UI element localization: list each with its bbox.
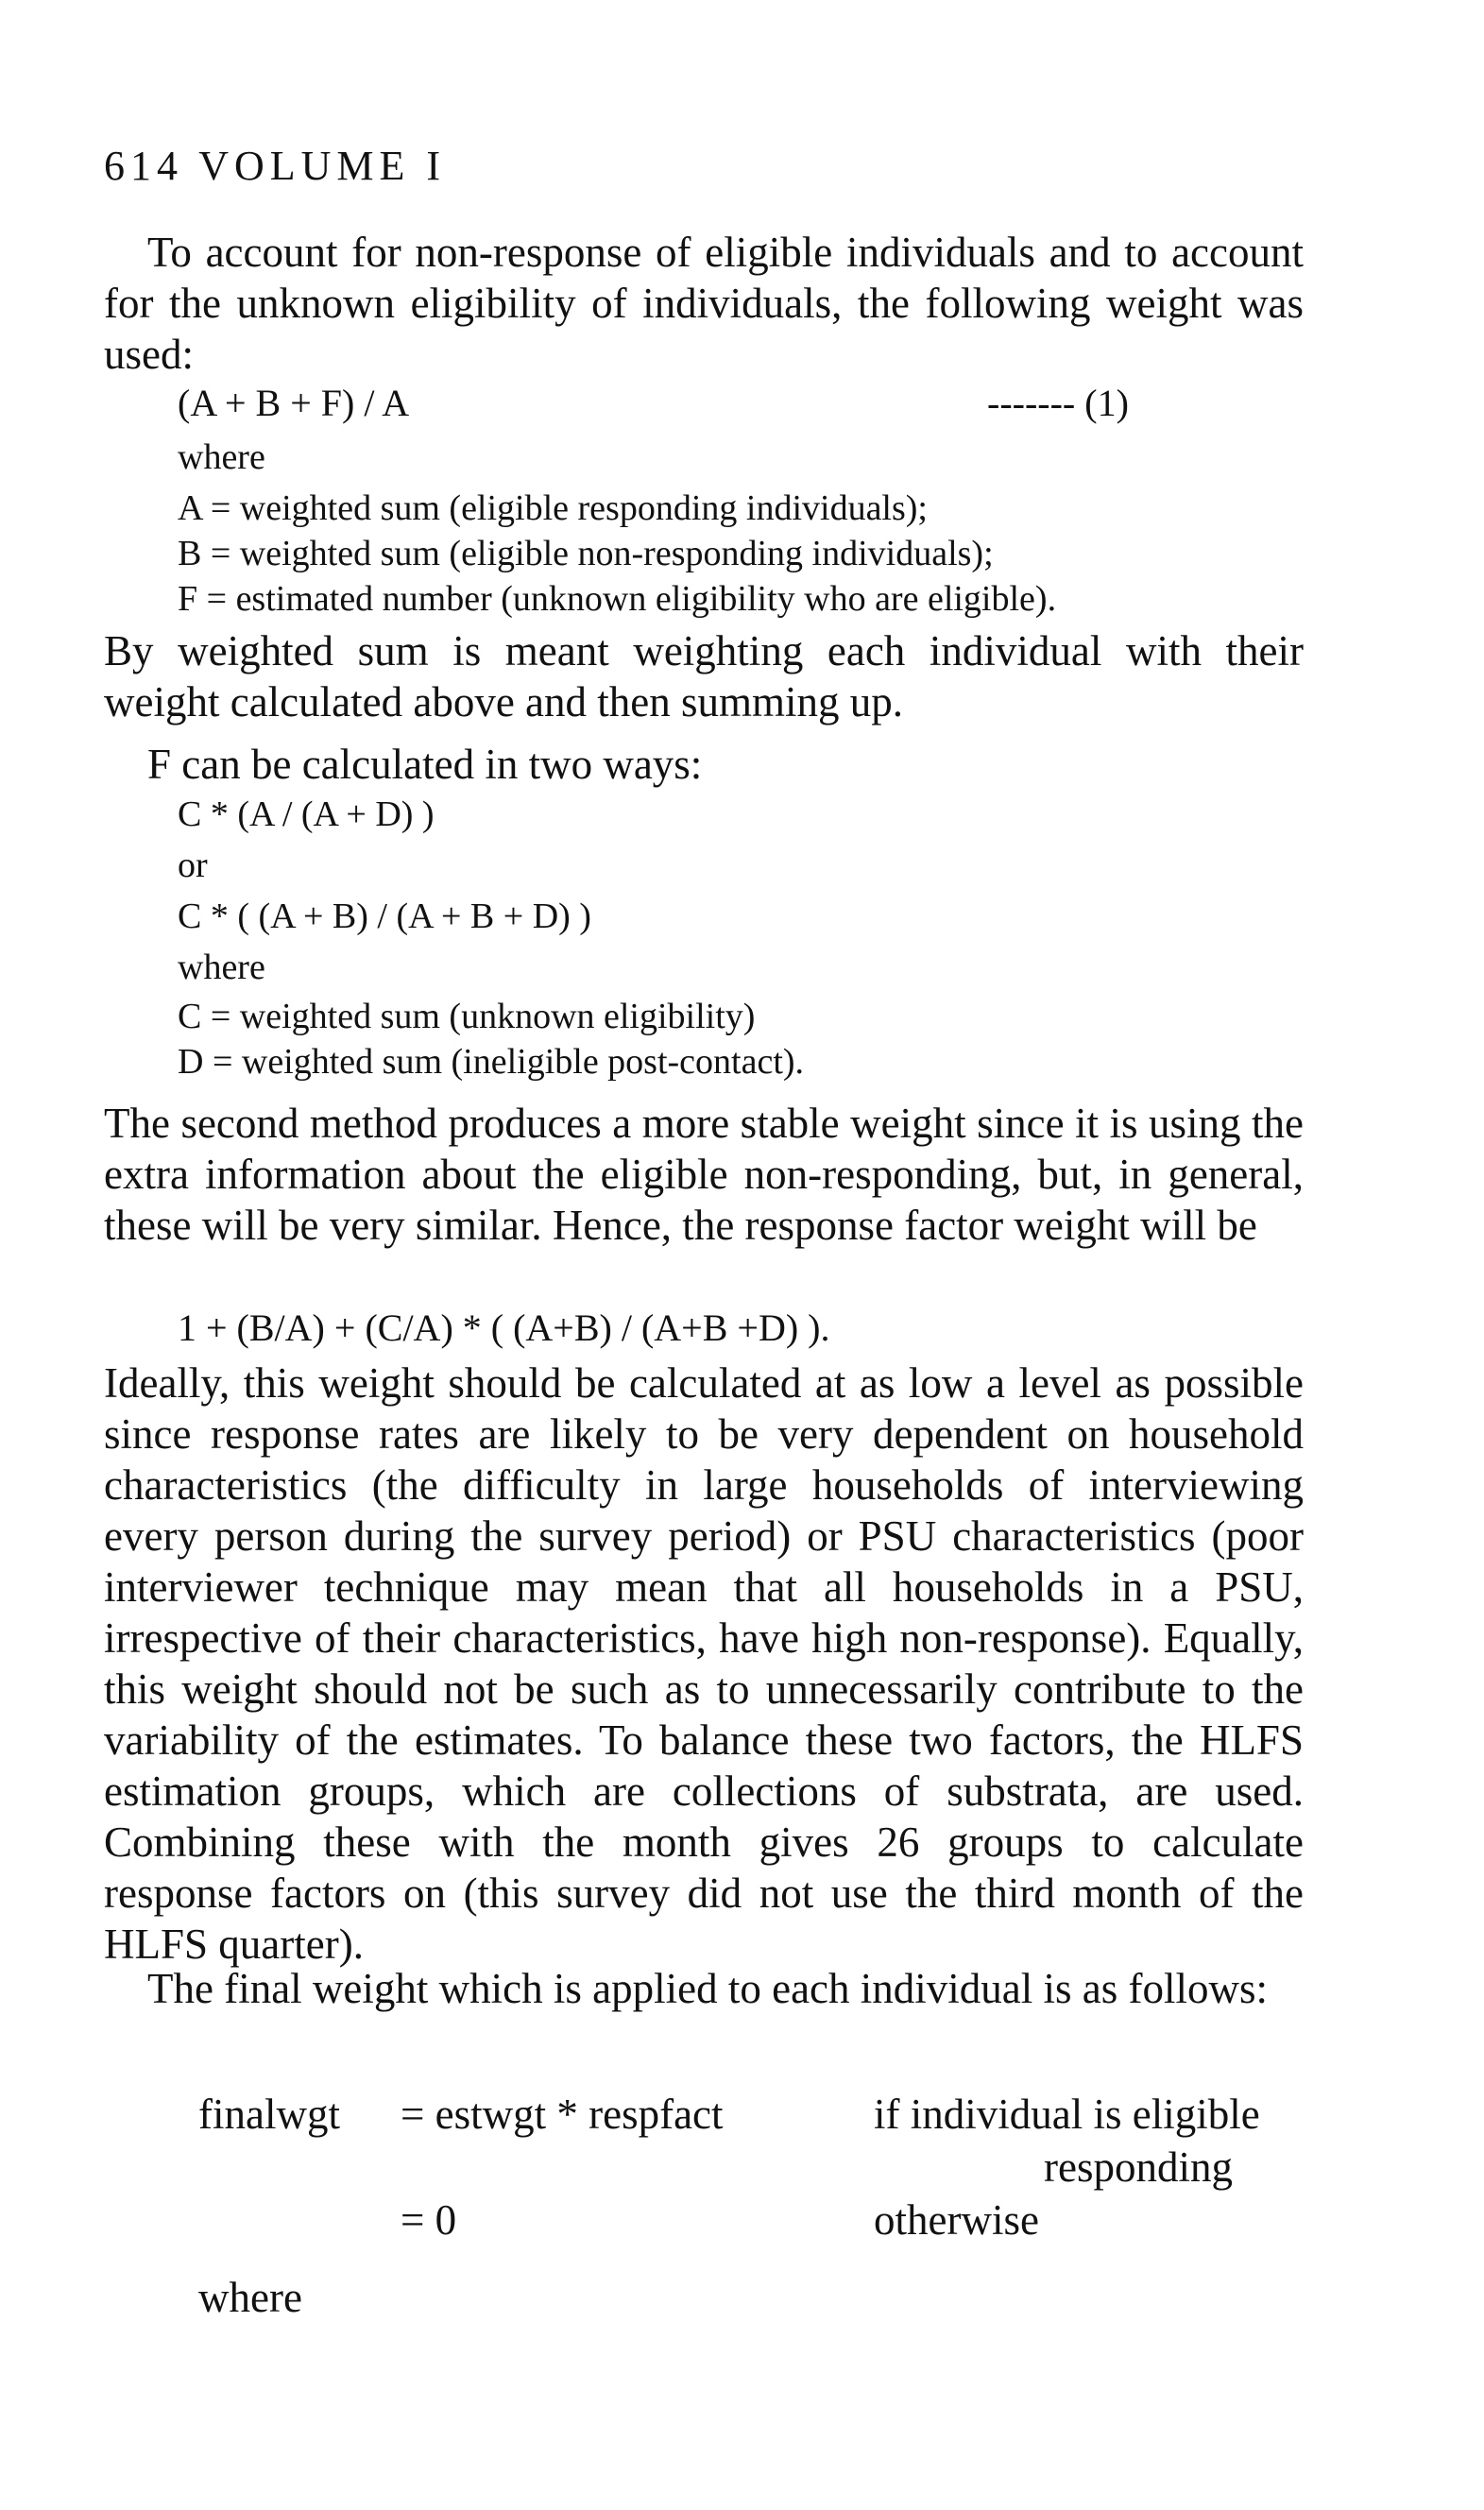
paragraph-intro: To account for non-response of eligible individuals and to account for the unknown eligibility of individuals, the following weight was used: bbox=[104, 229, 1304, 378]
where-label: where bbox=[178, 437, 265, 477]
otherwise-expression: = 0 bbox=[401, 2196, 457, 2244]
final-weight-variable: finalwgt bbox=[198, 2091, 340, 2138]
definition-d: D = weighted sum (ineligible post-contact). bbox=[178, 1042, 805, 1082]
definitions-1 bbox=[178, 435, 1056, 622]
paragraph-second-method: The second method produces a more stable weight since it is using the extra information about the eligible non-responding, but, in general, these will be very similar. Hence, the response factor weight will be bbox=[104, 1100, 1304, 1249]
definition-b: B = weighted sum (eligible non-responding individuals); bbox=[178, 534, 994, 573]
final-weight-condition-cont: responding bbox=[1044, 2143, 1233, 2191]
paragraph-f-calc: F can be calculated in two ways: bbox=[147, 741, 703, 788]
definition-f: F = estimated number (unknown eligibility who are eligible). bbox=[178, 579, 1057, 619]
formula-f-1: C * (A / (A + D) ) bbox=[178, 794, 435, 834]
or-label: or bbox=[178, 845, 208, 885]
final-weight-expression: = estwgt * respfact bbox=[401, 2091, 724, 2138]
equation-1-tag: ------- (1) bbox=[987, 382, 1129, 424]
paragraph-weighted-sum: By weighted sum is meant weighting each individual with their weight calculated above and then summing up. bbox=[104, 627, 1304, 726]
otherwise-condition: otherwise bbox=[874, 2196, 1039, 2244]
where-label: where bbox=[178, 948, 265, 987]
equations-f bbox=[178, 792, 804, 1084]
final-weight-condition: if individual is eligible bbox=[874, 2091, 1260, 2138]
equation-1: (A + B + F) / A bbox=[178, 382, 410, 424]
formula-f-2: C * ( (A + B) / (A + B + D) ) bbox=[178, 896, 591, 936]
page-header: 614 VOLUME I bbox=[104, 143, 447, 189]
definition-a: A = weighted sum (eligible responding individuals); bbox=[178, 488, 928, 528]
paragraph-ideally: Ideally, this weight should be calculated at as low a level as possible since response rates are likely to be very dependent on household characteristics (the difficulty in large households of interviewing every person during the survey period) or PSU characteristics (poor interviewer technique may mean that all households in a PSU, irrespective of their characteristics, have high non-response). Equally, this weight should not be such as to unnecessarily contribute to the variability of the estimates. To balance these two factors, the HLFS estimation groups, which are collections of substrata, are used. Combining these with the month gives 26 groups to calculate response factors on (this survey did not use the third month of the HLFS quarter). bbox=[104, 1359, 1304, 1968]
where-label: where bbox=[198, 2274, 302, 2321]
paragraph-final-weight: The final weight which is applied to each individual is as follows: bbox=[147, 1965, 1268, 2012]
equation-response-factor: 1 + (B/A) + (C/A) * ( (A+B) / (A+B +D) ). bbox=[178, 1306, 830, 1349]
definition-c: C = weighted sum (unknown eligibility) bbox=[178, 997, 756, 1036]
